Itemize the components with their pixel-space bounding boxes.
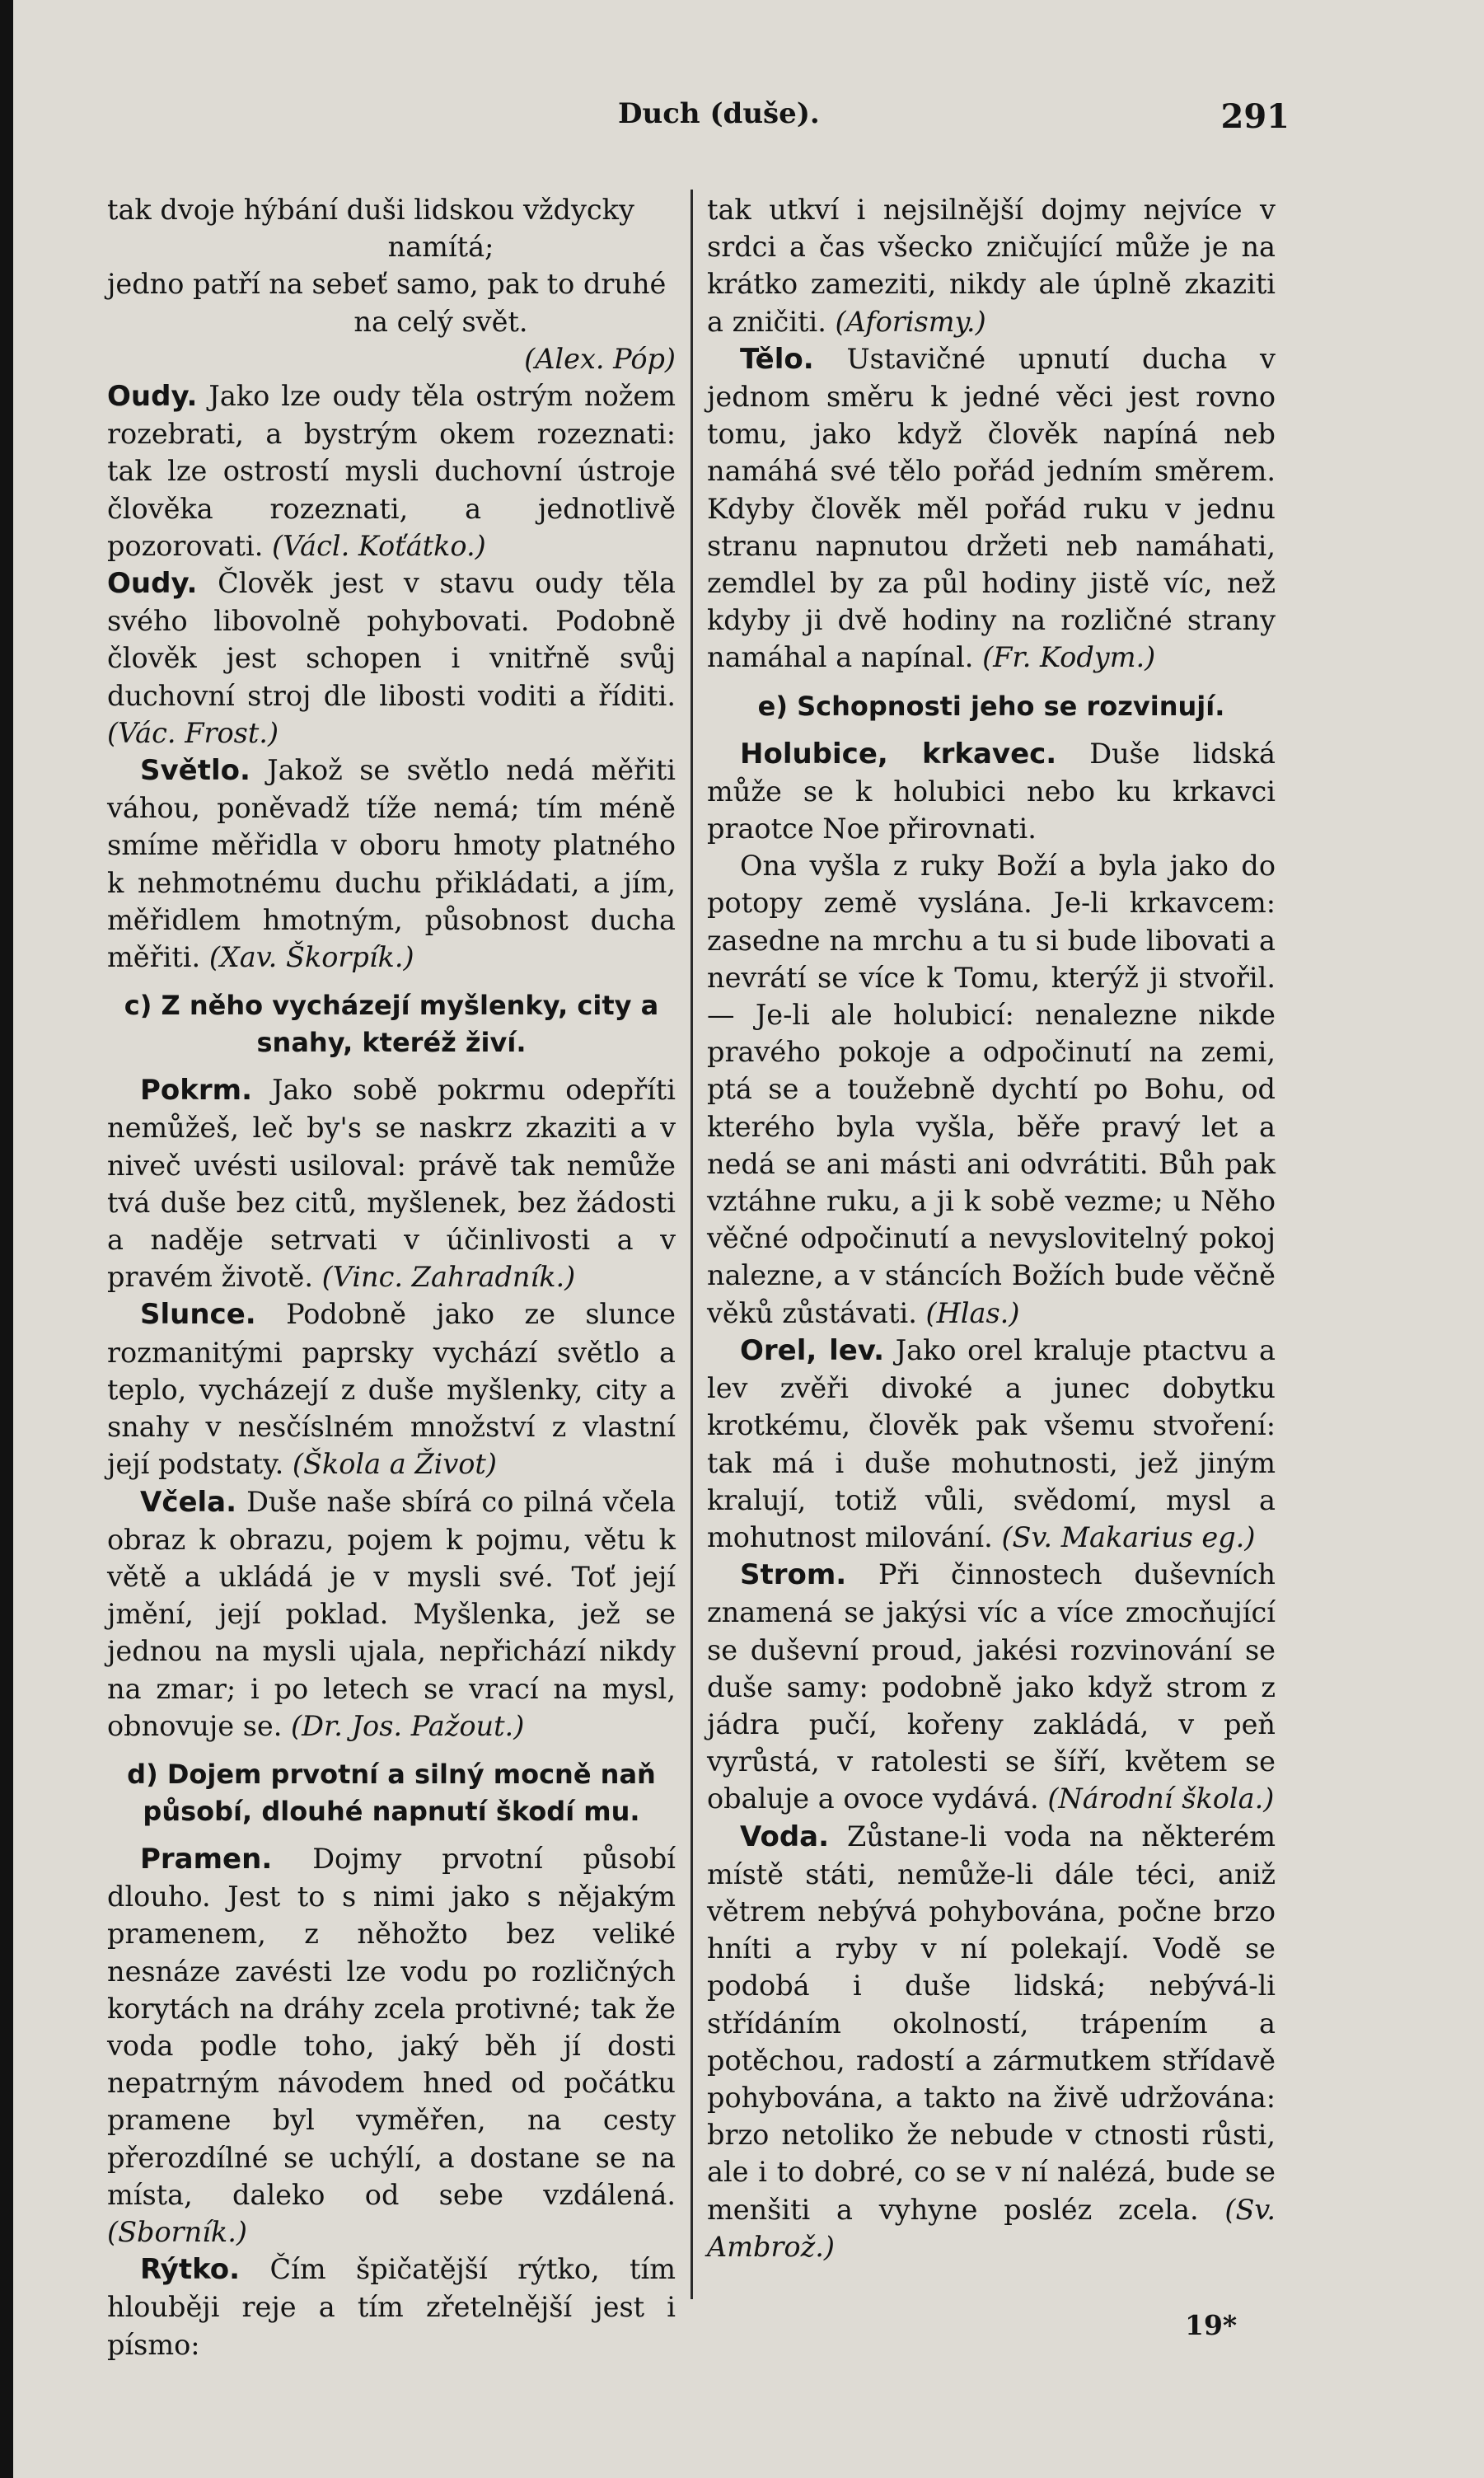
entry-oudy-2 (107, 564, 676, 752)
entry-text: tak utkví i nejsilnější dojmy nejvíce v srdci a čas všecko zničující může je na krátko zameziti, nikdy ale úplně zkaziti a zničiti. (707, 194, 1276, 338)
entry-text: Jako sobě pokrmu odepříti nemůžeš, leč by's se naskrz zkaziti a v niveč uvésti usiloval: právě tak nemůže tvá duše bez citů, myšlenek, bez žádosti a naděje setrvati v účinlivosti a v pravém životě. (107, 1074, 676, 1294)
source-citation: (Xav. Škorpík.) (208, 941, 414, 974)
running-head: Duch (duše). (618, 97, 820, 130)
source-citation: (Dr. Jos. Pažout.) (291, 1709, 525, 1742)
source-citation: (Vinc. Zahradník.) (321, 1261, 576, 1294)
entry-text: Čím špičatější rýtko, tím hlouběji reje a tím zřetelnější jest i písmo: (107, 2253, 676, 2361)
entry-svetlo (107, 752, 676, 976)
entry-oudy-1 (107, 377, 676, 564)
entry-text: Dojmy prvotní působí dlouho. Jest to s nimi jako s nějakým pramenem, z něhožto bez veliké nesnáze zavésti lze vodu po rozličných korytách na dráhy zcela protivné; tak že voda podle toho, jaký běh jí dosti nepatrným návodem hned od počátku pramene byl vyměřen, na cesty přerozdílné se uchýlí, a dostane se na místa, daleko od sebe vzdálená. (107, 1842, 676, 2211)
entry-slunce (107, 1295, 676, 1483)
entry-text: Člověk jest v stavu oudy těla svého libovolně pohybovati. Podobně člověk jest schopen i vnitřně svůj duchovní stroj dle libosti voditi a říditi. (107, 567, 676, 712)
poem-line-4: na celý svět. (353, 305, 528, 338)
entry-strom (707, 1556, 1276, 1817)
entry-holubice (707, 735, 1276, 848)
source-citation: (Alex. Póp) (524, 342, 676, 375)
entry-voda (707, 1818, 1276, 2265)
entry-text: Duše naše sbírá co pilná včela obraz k obrazu, pojem k pojmu, větu k větě a ukládá je v mysli své. Toť její jmění, její poklad. Myšlenka, jež se jednou na mysli ujala, nepřichází nikdy na zmar; i po letech se vrací na mysl, obnovuje se. (107, 1485, 676, 1742)
entry-text: Při činnostech duševních znamená se jakýsi víc a více zmocňující se duševní proud, jakési rozvinování se duše samy: podobně jako když strom z jádra pučí, kořeny zakládá, v peň vyrůstá, v ratolesti se šíří, květem se obaluje a ovoce vydává. (707, 1558, 1276, 1815)
entry-telo (707, 340, 1276, 677)
entry-ona (707, 847, 1276, 1332)
section-heading-d: d) Dojem prvotní a silný mocně naň působí, dlouhé napnutí škodí mu. (127, 1758, 656, 1827)
entry-keyword: Voda. (740, 1820, 830, 1853)
entry-keyword: Včela. (140, 1485, 237, 1519)
entry-text: Ustavičné upnutí ducha v jednom směru k jedné věci jest rovno tomu, jako když člověk napíná neb namáhá své tělo pořád jedním směrem. Kdyby člověk měl pořád ruku v jednu stranu napnutou držeti neb namáhati, zemdlel by za půl hodiny jistě víc, než kdyby ji dvě hodiny na rozličné strany namáhal a napínal. (707, 342, 1276, 674)
source-citation: (Václ. Koťátko.) (272, 529, 486, 562)
entry-vcela (107, 1483, 676, 1745)
source-citation: (Aforismy.) (835, 305, 986, 338)
poem-line-1: tak dvoje hýbání duši lidskou vždycky (107, 194, 634, 226)
entry-text: Jakož se světlo nedá měřiti váhou, poněvadž tíže nemá; tím méně smíme měřidla v oboru hmoty platného k nehmotnému duchu přikládati, a jím, měřidlem hmotným, působnost ducha měřiti. (107, 754, 676, 974)
entry-keyword: Slunce. (140, 1298, 256, 1332)
entry-keyword: Pokrm. (140, 1074, 252, 1108)
entry-keyword: Holubice, krkavec. (740, 737, 1057, 771)
right-column (707, 191, 1276, 2265)
entry-text: Podobně jako ze slunce rozmanitými paprsky vychází světlo a teplo, vycházejí z duše myšlenky, city a snahy v nesčíslném množství z vlastní její podstaty. (107, 1298, 676, 1481)
entry-keyword: Orel, lev. (740, 1333, 885, 1367)
entry-text: Zůstane-li voda na některém místě státi, nemůže-li dále téci, aniž větrem nebývá pohybována, počne brzo hníti a ryby v ní polekají. Vodě se podobá i duše lidská; nebývá-li střídáním okolností, trápením a potěchou, radostí a zármutkem střídavě pohybována, a takto na živě udržována: brzo netoliko že nebude v ctnosti růsti, ale i to dobré, co se v ní nalézá, bude se menšiti a vyhyne posléz zcela. (707, 1820, 1276, 2226)
entry-orel (707, 1332, 1276, 1556)
source-citation: (Vác. Frost.) (107, 716, 279, 749)
entry-text: Ona vyšla z ruky Boží a byla jako do potopy země vyslána. Je-li krkavcem: zasedne na mrchu a tu si bude libovati a nevrátí se více k Tomu, kterýž ji stvořil. — Je-li ale holubicí: nenalezne nikde pravého pokoje a odpočinutí na zemi, ptá se a toužebně dychtí po Bohu, od kterého byla vyšla, běře pravý let a nedá se ani másti ani odvrátiti. Bůh pak vztáhne ruku, a ji k sobě vezme; u Něho věčné odpočinutí a nevyslovitelný pokoj nalezne, a v stáncích Božích bude věčně věků zůstávati. (707, 850, 1276, 1329)
entry-keyword: Oudy. (107, 567, 198, 601)
source-citation: (Hlas.) (925, 1296, 1020, 1329)
entry-continuation (707, 191, 1276, 340)
entry-keyword: Tělo. (740, 342, 814, 376)
entry-text: Duše lidská může se k holubici nebo ku krkavci praotce Noe přirovnati. (707, 737, 1276, 846)
source-citation: (Škola a Život) (292, 1448, 497, 1481)
source-citation: (Národní škola.) (1047, 1782, 1275, 1815)
section-heading-c: c) Z něho vycházejí myšlenky, city a snahy, kteréž živí. (124, 990, 659, 1059)
page-number: 291 (1220, 97, 1290, 136)
entry-pokrm (107, 1071, 676, 1295)
source-citation: (Sborník.) (107, 2215, 247, 2248)
poem-line-3: jedno patří na sebeť samo, pak to druhé (107, 268, 667, 301)
book-spine-shadow (0, 0, 13, 2478)
signature-mark: 19* (1185, 2309, 1238, 2341)
source-citation: (Fr. Kodym.) (982, 641, 1156, 674)
column-divider (691, 190, 693, 2299)
source-citation: (Sv. Makarius eg.) (1001, 1520, 1256, 1553)
page-header (107, 97, 1290, 147)
entry-keyword: Rýtko. (140, 2253, 241, 2287)
entry-text: Jako lze oudy těla ostrým nožem rozebrati, a bystrým okem rozeznati: tak lze ostrostí mysli duchovní ústroje člověka rozeznati, a jednotlivě pozorovati. (107, 380, 676, 562)
entry-keyword: Strom. (740, 1558, 847, 1592)
entry-keyword: Oudy. (107, 380, 198, 414)
left-column (107, 191, 676, 2363)
entry-rytko (107, 2251, 676, 2363)
source-citation: (Sv. Ambrož.) (707, 2193, 1276, 2263)
entry-text: Jako orel kraluje ptactvu a lev zvěři divoké a junec dobytku krotkému, člověk pak všemu stvoření: tak má i duše mohutnosti, jež jiným kralují, totiž vůli, svědomí, mysl a mohutnost milování. (707, 1333, 1276, 1553)
poem-line-2: namítá; (387, 231, 494, 264)
entry-keyword: Světlo. (140, 754, 250, 788)
entry-pramen (107, 1840, 676, 2251)
section-heading-e: e) Schopnosti jeho se rozvinují. (757, 690, 1225, 722)
entry-keyword: Pramen. (140, 1842, 273, 1876)
